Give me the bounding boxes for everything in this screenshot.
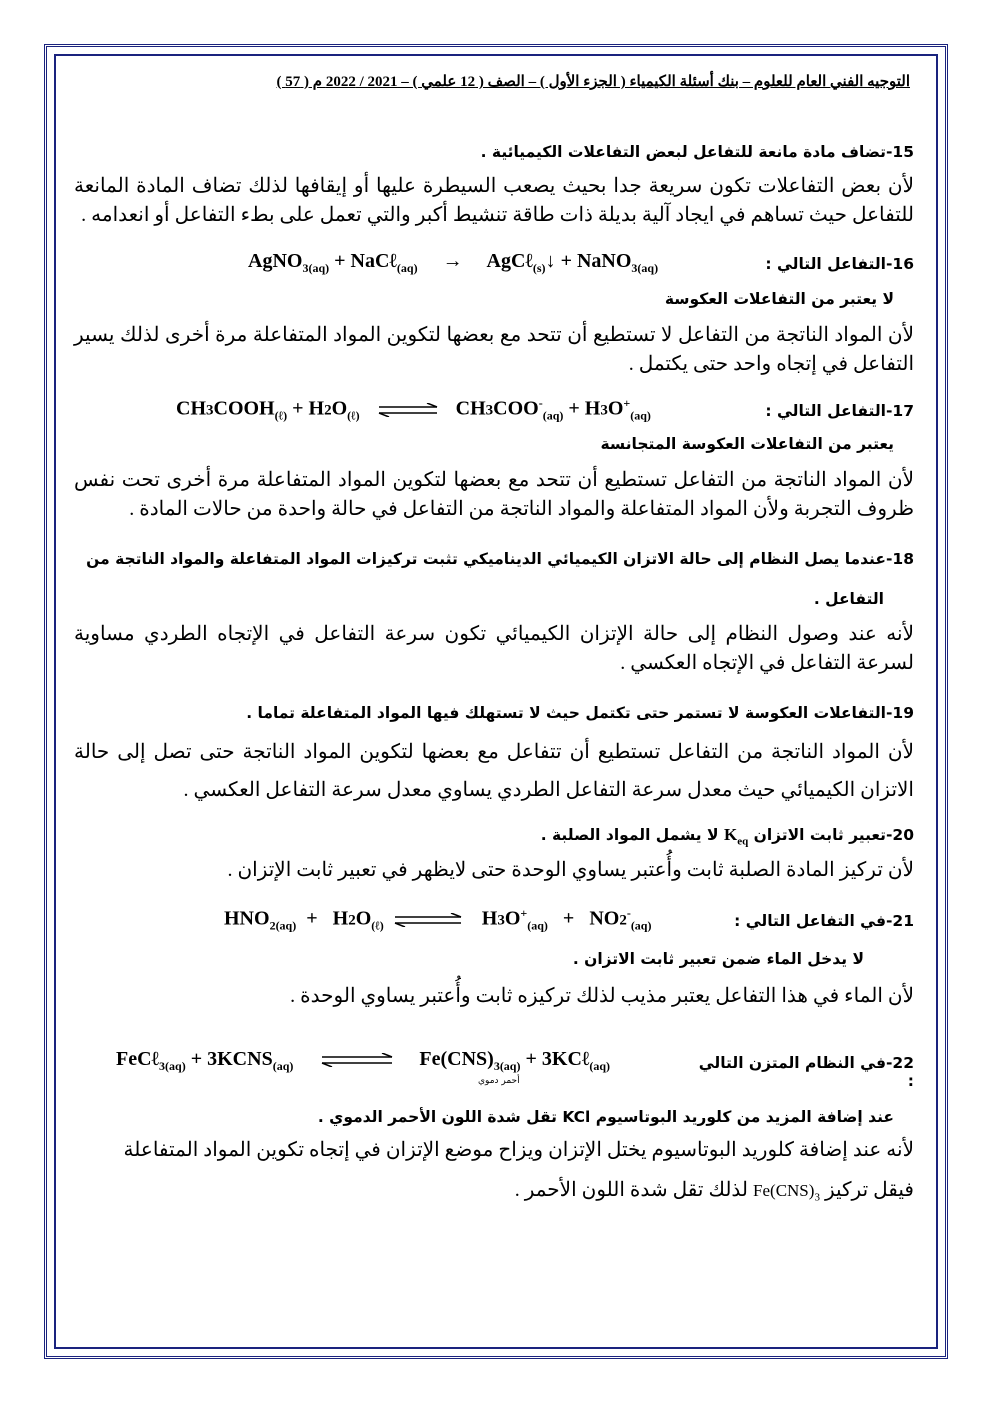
- question-text: التفاعل التالي :: [765, 402, 886, 420]
- question-15: [74, 143, 914, 161]
- statement-17: يعتبر من التفاعلات العكوسة المتجانسة: [600, 435, 894, 453]
- question-number: 21-: [885, 912, 914, 930]
- question-18: [74, 550, 914, 568]
- equation-22: FeCℓ$_{3(aq)}$ + $3KCNS_{(aq)}$ $Fe(CNS)_{3(aq)}$ + 3KCℓ$_{(aq)}$: [116, 1048, 611, 1073]
- statement-22: عند إضافة المزيد من كلوريد البوتاسيوم KCl تقل شدة اللون الأحمر الدموي .: [317, 1108, 894, 1126]
- answer-22-line1: لأنه عند إضافة كلوريد البوتاسيوم يختل الإتزان ويزاح موضع الإتزان في إتجاه تكوين المواد المتفاعلة: [123, 1139, 914, 1161]
- equilibrium-arrow-icon: [389, 913, 467, 927]
- question-19: [74, 704, 914, 722]
- equation-17: $CH3COOH_{(\ell)} + H2O_{(\ell)}$ $CH3COO^-_{(aq)} + H3O^+_{(aq)}$: [176, 396, 651, 423]
- equilibrium-arrow-icon: [365, 403, 451, 417]
- question-18-line2: التفاعل .: [813, 590, 884, 608]
- question-20: 20-تعبير ثابت الاتزان $K_{eq}$ لا يشمل المواد الصلبة .: [540, 825, 914, 848]
- question-number: 17-: [885, 402, 914, 420]
- question-17: [734, 402, 914, 420]
- question-number: 20-: [885, 826, 914, 844]
- answer-20: لأن تركيز المادة الصلبة ثابت وأُعتبر يساوي الوحدة حتى لايظهر في تعبير ثابت الإتزان .: [227, 859, 914, 881]
- question-text: التفاعل التالي :: [765, 255, 886, 273]
- equilibrium-arrow-icon: [308, 1053, 404, 1067]
- question-22: [694, 1054, 914, 1090]
- question-number: 19-: [885, 704, 914, 722]
- equation-21: $HNO_{2(aq)} + H2O_{(\ell)}$ $H3O^+_{(aq)} + NO2^-_{(aq)}$: [224, 906, 652, 933]
- answer-18: لأنه عند وصول النظام إلى حالة الإتزان الكيميائي تكون سرعة التفاعل في الإتجاه الطردي مساوية لسرعة التفاعل في الإتجاه العكسي .: [74, 623, 914, 674]
- color-note: أحمر دموي: [478, 1076, 520, 1086]
- answer-15: لأن بعض التفاعلات تكون سريعة جدا بحيث يصعب السيطرة عليها أو إيقافها لذلك تضاف المادة المانعة للتفاعل حيث تساهم في ايجاد آلية بديلة ذات طاقة تنشيط أكبر والتي تعمل على بطء التفاعل أو انعدامه .: [74, 175, 914, 226]
- question-text: التفاعلات العكوسة لا تستمر حتى تكتمل حيث لا تستهلك فيها المواد المتفاعلة تماما .: [246, 704, 886, 722]
- answer-21: لأن الماء في هذا التفاعل يعتبر مذيب لذلك تركيزه ثابت وأُعتبر يساوي الوحدة .: [290, 985, 914, 1007]
- answer-17: لأن المواد الناتجة من التفاعل تستطيع أن تتحد مع بعضها لتكوين المواد المتفاعلة مرة أخرى تحت نفس ظروف التجربة ولأن المواد المتفاعلة والمواد الناتجة من التفاعل في حالة واحدة من حالات المادة .: [74, 469, 914, 520]
- equation-16: AgNO$_{3(aq)}$ + NaCℓ$_{(aq)}$ → AgCℓ$_{(s)}$↓ + NaNO$_{3(aq)}$: [248, 250, 659, 275]
- formula: $Fe(CNS)_3$: [753, 1181, 820, 1204]
- answer-16: لأن المواد الناتجة من التفاعل لا تستطيع أن تتحد مع بعضها لتكوين المواد المتفاعلة مرة أخرى لذلك يسير التفاعل في إتجاه واحد حتى يكتمل .: [74, 324, 914, 375]
- answer-19: لأن المواد الناتجة من التفاعل تستطيع أن تتفاعل مع بعضها لتكوين المواد الناتجة حتى تصل إلى حالة الاتزان الكيميائي حيث معدل سرعة التفاعل الطردي يساوي معدل سرعة التفاعل العكسي .: [74, 741, 914, 801]
- question-number: 18-: [885, 550, 914, 568]
- question-text: في النظام المتزن التالي :: [698, 1054, 914, 1090]
- question-number: 15-: [885, 143, 914, 161]
- question-text: في التفاعل التالي :: [734, 912, 886, 930]
- question-21: [714, 912, 914, 930]
- answer-22-line2: فيقل تركيز $Fe(CNS)_3$ لذلك تقل شدة اللون الأحمر .: [514, 1179, 914, 1204]
- question-text: عندما يصل النظام إلى حالة الاتزان الكيميائي الديناميكي تثبت تركيزات المواد المتفاعلة والمواد الناتجة من: [86, 550, 886, 568]
- question-16: [734, 255, 914, 273]
- page-header: التوجيه الفني العام للعلوم – بنك أسئلة الكيمياء ( الجزء الأول ) – الصف ( 12 علمي ) – 2021 / 2022 م ( 57 ): [276, 74, 910, 90]
- arrow-icon: →: [442, 250, 463, 272]
- question-number: 22-: [885, 1054, 914, 1072]
- question-number: 16-: [885, 255, 914, 273]
- question-text: تضاف مادة مانعة للتفاعل لبعض التفاعلات الكيميائية .: [480, 143, 886, 161]
- statement-16: لا يعتبر من التفاعلات العكوسة: [664, 290, 894, 308]
- statement-21: لا يدخل الماء ضمن تعبير ثابت الاتزان .: [572, 950, 864, 968]
- keq-symbol: $K_{eq}$: [723, 825, 749, 848]
